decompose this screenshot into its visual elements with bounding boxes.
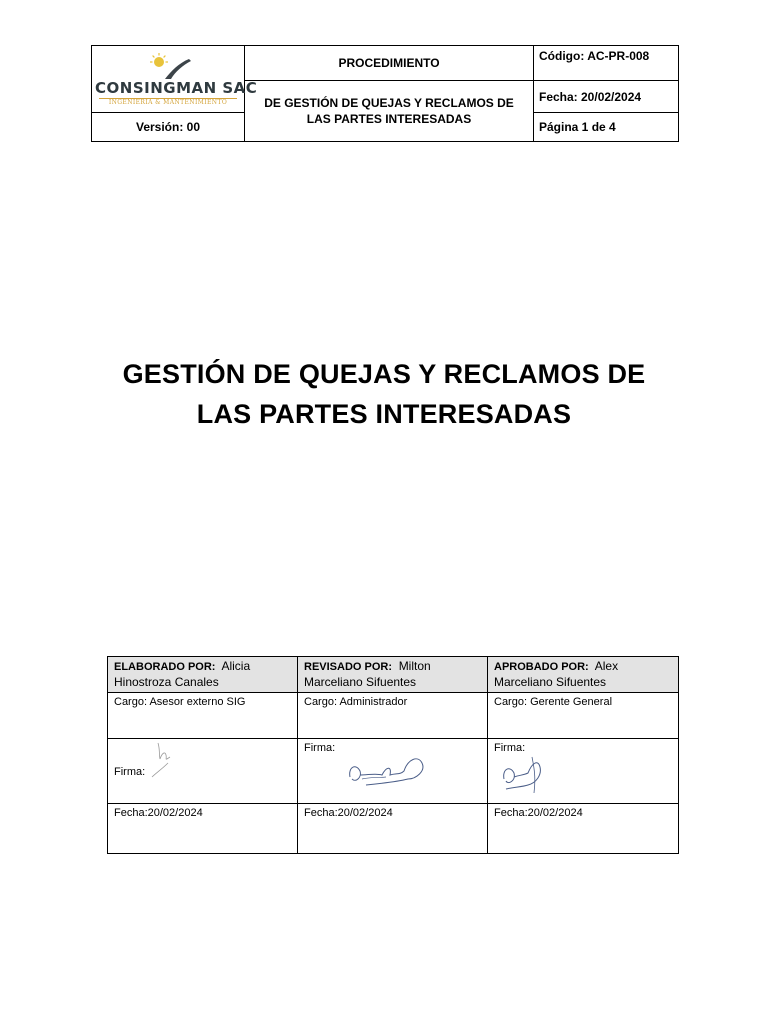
page-number: Página 1 de 4 xyxy=(534,113,679,142)
role-label: ELABORADO POR: xyxy=(114,661,216,673)
role-label: APROBADO POR: xyxy=(494,661,589,673)
role-label: REVISADO POR: xyxy=(304,661,393,673)
document-date: Fecha: 20/02/2024 xyxy=(534,81,679,113)
fecha-cell: Fecha:20/02/2024 xyxy=(108,804,298,854)
firma-label: Firma: xyxy=(304,742,336,754)
cargo-cell: Cargo: Asesor externo SIG xyxy=(108,693,298,739)
fecha-row xyxy=(108,804,679,854)
company-tagline: INGENIERÍA & MANTENIMIENTO xyxy=(99,98,237,107)
signature-icon xyxy=(148,739,184,779)
page-title-line-1: GESTIÓN DE QUEJAS Y RECLAMOS DE xyxy=(122,359,646,389)
page-title-line-2: LAS PARTES INTERESADAS xyxy=(196,399,572,429)
company-logo-cell xyxy=(92,46,258,113)
signature-icon xyxy=(498,753,554,797)
document-type: PROCEDIMIENTO xyxy=(245,46,534,81)
firma-cell xyxy=(108,739,298,804)
cargo-row xyxy=(108,693,679,739)
sun-road-logo-icon xyxy=(145,53,191,79)
fecha-cell: Fecha:20/02/2024 xyxy=(488,804,679,854)
company-name: CONSINGMAN SAC xyxy=(95,79,258,97)
document-subtitle: DE GESTIÓN DE QUEJAS Y RECLAMOS DE LAS PARTES INTERESADAS xyxy=(245,81,534,142)
document-version: Versión: 00 xyxy=(92,113,245,142)
person-name: Alex Marceliano Sifuentes xyxy=(494,659,619,689)
elaborado-cell xyxy=(108,657,298,693)
fecha-cell: Fecha:20/02/2024 xyxy=(298,804,488,854)
company-logo xyxy=(95,53,258,106)
firma-cell xyxy=(298,739,488,804)
page-title xyxy=(84,354,684,434)
firma-cell xyxy=(488,739,679,804)
approval-header-row xyxy=(108,657,679,693)
approval-table xyxy=(107,656,679,854)
firma-label: Firma: xyxy=(494,742,526,754)
firma-row xyxy=(108,739,679,804)
cargo-cell: Cargo: Gerente General xyxy=(488,693,679,739)
aprobado-cell xyxy=(488,657,679,693)
cargo-cell: Cargo: Administrador xyxy=(298,693,488,739)
revisado-cell xyxy=(298,657,488,693)
document-header xyxy=(91,45,679,142)
person-name: Alicia Hinostroza Canales xyxy=(114,659,251,689)
document-code: Código: AC-PR-008 xyxy=(534,46,679,81)
person-name: Milton Marceliano Sifuentes xyxy=(304,659,431,689)
signature-icon xyxy=(346,753,432,793)
firma-label: Firma: xyxy=(114,766,146,778)
